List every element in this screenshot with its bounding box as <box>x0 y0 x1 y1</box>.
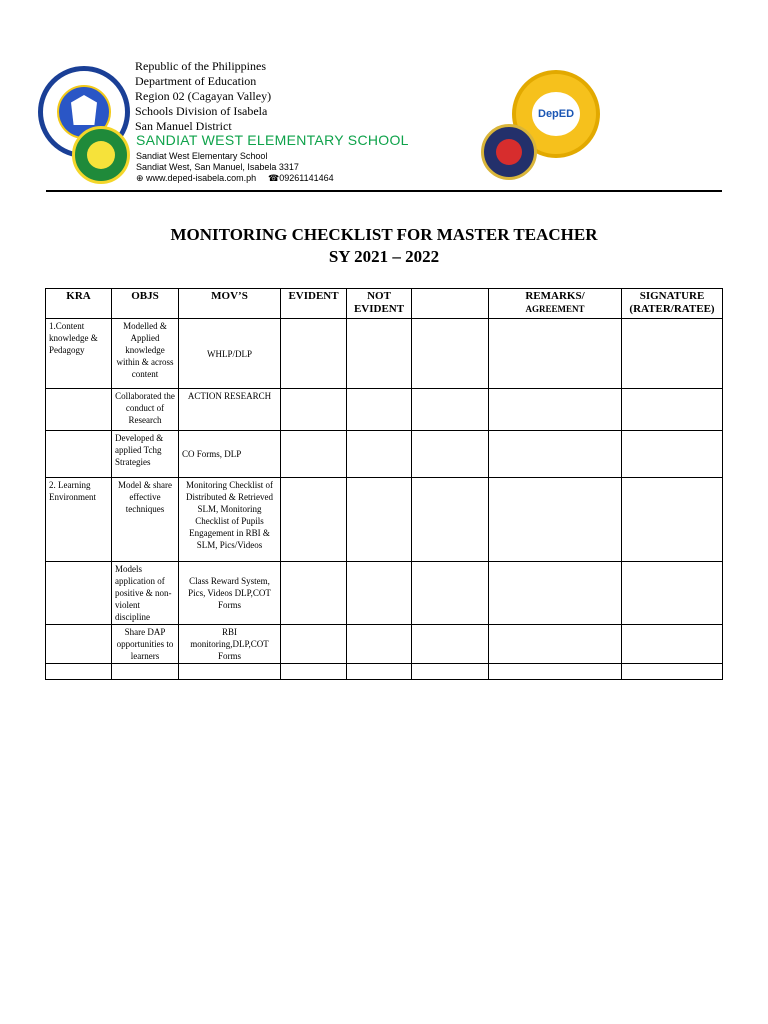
cell-blank <box>412 625 489 664</box>
monitoring-checklist-table <box>45 288 723 680</box>
cell-kra <box>46 625 112 664</box>
cell-remarks[interactable] <box>489 664 622 680</box>
cell-objs: Share DAP opportunities to learners <box>112 625 179 664</box>
table-header-row <box>46 289 723 319</box>
cell-blank <box>412 389 489 431</box>
cell-not-evident[interactable] <box>347 625 412 664</box>
cell-evident[interactable] <box>281 431 347 478</box>
header-division: Schools Division of Isabela <box>135 104 268 118</box>
cell-evident[interactable] <box>281 664 347 680</box>
rater-label: (RATER/RATEE) <box>629 303 715 315</box>
phone-line <box>268 173 334 184</box>
cell-blank <box>412 478 489 562</box>
cell-evident[interactable] <box>281 319 347 389</box>
globe-icon: ⊕ <box>136 173 147 183</box>
cell-signature[interactable] <box>622 478 723 562</box>
cell-remarks[interactable] <box>489 478 622 562</box>
cell-signature[interactable] <box>622 431 723 478</box>
header-blank <box>412 289 489 319</box>
cell-objs <box>112 664 179 680</box>
cell-not-evident[interactable] <box>347 319 412 389</box>
header-movs: MOV’S <box>179 289 281 319</box>
phone-number: 09261141464 <box>279 173 334 183</box>
cell-evident[interactable] <box>281 562 347 625</box>
cell-remarks[interactable] <box>489 319 622 389</box>
header-objs: OBJS <box>112 289 179 319</box>
table-row <box>46 431 723 478</box>
cell-not-evident[interactable] <box>347 389 412 431</box>
cell-movs: Class Reward System, Pics, Videos DLP,COT Forms <box>179 562 281 625</box>
signature-label: SIGNATURE <box>639 290 705 302</box>
cell-movs: WHLP/DLP <box>179 319 281 389</box>
school-seal-logo <box>72 126 130 184</box>
table-row <box>46 562 723 625</box>
header-republic: Republic of the Philippines <box>135 59 266 73</box>
cell-objs: Model & share effective techniques <box>112 478 179 562</box>
cell-kra <box>46 664 112 680</box>
header-signature <box>622 289 723 319</box>
header-remarks <box>489 289 622 319</box>
cell-objs: Models application of positive & non-violent discipline <box>112 562 179 625</box>
cell-evident[interactable] <box>281 389 347 431</box>
cell-remarks[interactable] <box>489 389 622 431</box>
cell-evident[interactable] <box>281 478 347 562</box>
school-name-small: Sandiat West Elementary School <box>136 151 268 161</box>
remarks-label: REMARKS/ <box>525 290 585 302</box>
table-row <box>46 478 723 562</box>
cell-movs <box>179 664 281 680</box>
san-manuel-district-logo: DepED <box>512 70 600 158</box>
cell-movs: RBI monitoring,DLP,COT Forms <box>179 625 281 664</box>
cell-movs: Monitoring Checklist of Distributed & Retrieved SLM, Monitoring Checklist of Pupils Engagement in RBI & SLM, Pics/Videos <box>179 478 281 562</box>
cell-kra <box>46 431 112 478</box>
header-divider <box>46 190 722 192</box>
school-address: Sandiat West, San Manuel, Isabela 3317 <box>136 162 299 172</box>
header-department: Department of Education <box>135 74 257 88</box>
cell-signature[interactable] <box>622 562 723 625</box>
cell-kra: 1.Content knowledge & Pedagogy <box>46 319 112 389</box>
cell-movs: CO Forms, DLP <box>179 431 281 478</box>
cell-remarks[interactable] <box>489 625 622 664</box>
cell-not-evident[interactable] <box>347 562 412 625</box>
agreement-label: AGREEMENT <box>525 304 585 314</box>
cell-kra: 2. Learning Environment <box>46 478 112 562</box>
cell-not-evident[interactable] <box>347 664 412 680</box>
cell-movs: ACTION RESEARCH <box>179 389 281 431</box>
cell-objs: Collaborated the conduct of Research <box>112 389 179 431</box>
cell-signature[interactable] <box>622 389 723 431</box>
school-name-heading: SANDIAT WEST ELEMENTARY SCHOOL <box>136 132 409 148</box>
phone-icon: ☎ <box>268 173 280 183</box>
table-row <box>46 389 723 431</box>
header-region: Region 02 (Cagayan Valley) <box>135 89 272 103</box>
cell-remarks[interactable] <box>489 562 622 625</box>
cell-blank <box>412 562 489 625</box>
cell-objs: Modelled & Applied knowledge within & across content <box>112 319 179 389</box>
website-line <box>136 173 256 184</box>
cell-kra <box>46 562 112 625</box>
document-title: MONITORING CHECKLIST FOR MASTER TEACHER <box>170 225 598 244</box>
header-evident: EVIDENT <box>281 289 347 319</box>
cell-remarks[interactable] <box>489 431 622 478</box>
cell-signature[interactable] <box>622 319 723 389</box>
table-row <box>46 319 723 389</box>
cell-not-evident[interactable] <box>347 478 412 562</box>
table-row <box>46 625 723 664</box>
header-not-evident: NOT EVIDENT <box>347 289 412 319</box>
cell-blank <box>412 319 489 389</box>
school-year: SY 2021 – 2022 <box>328 247 440 266</box>
header-district: San Manuel District <box>135 119 232 133</box>
cell-signature[interactable] <box>622 625 723 664</box>
website-link[interactable]: www.deped-isabela.com.ph <box>146 173 257 183</box>
cell-not-evident[interactable] <box>347 431 412 478</box>
cell-evident[interactable] <box>281 625 347 664</box>
header-kra: KRA <box>46 289 112 319</box>
cell-blank <box>412 664 489 680</box>
cell-signature[interactable] <box>622 664 723 680</box>
table-row <box>46 664 723 680</box>
cell-objs: Developed & applied Tchg Strategies <box>112 431 179 478</box>
sandiat-west-school-logo <box>481 124 537 180</box>
cell-blank <box>412 431 489 478</box>
cell-kra <box>46 389 112 431</box>
